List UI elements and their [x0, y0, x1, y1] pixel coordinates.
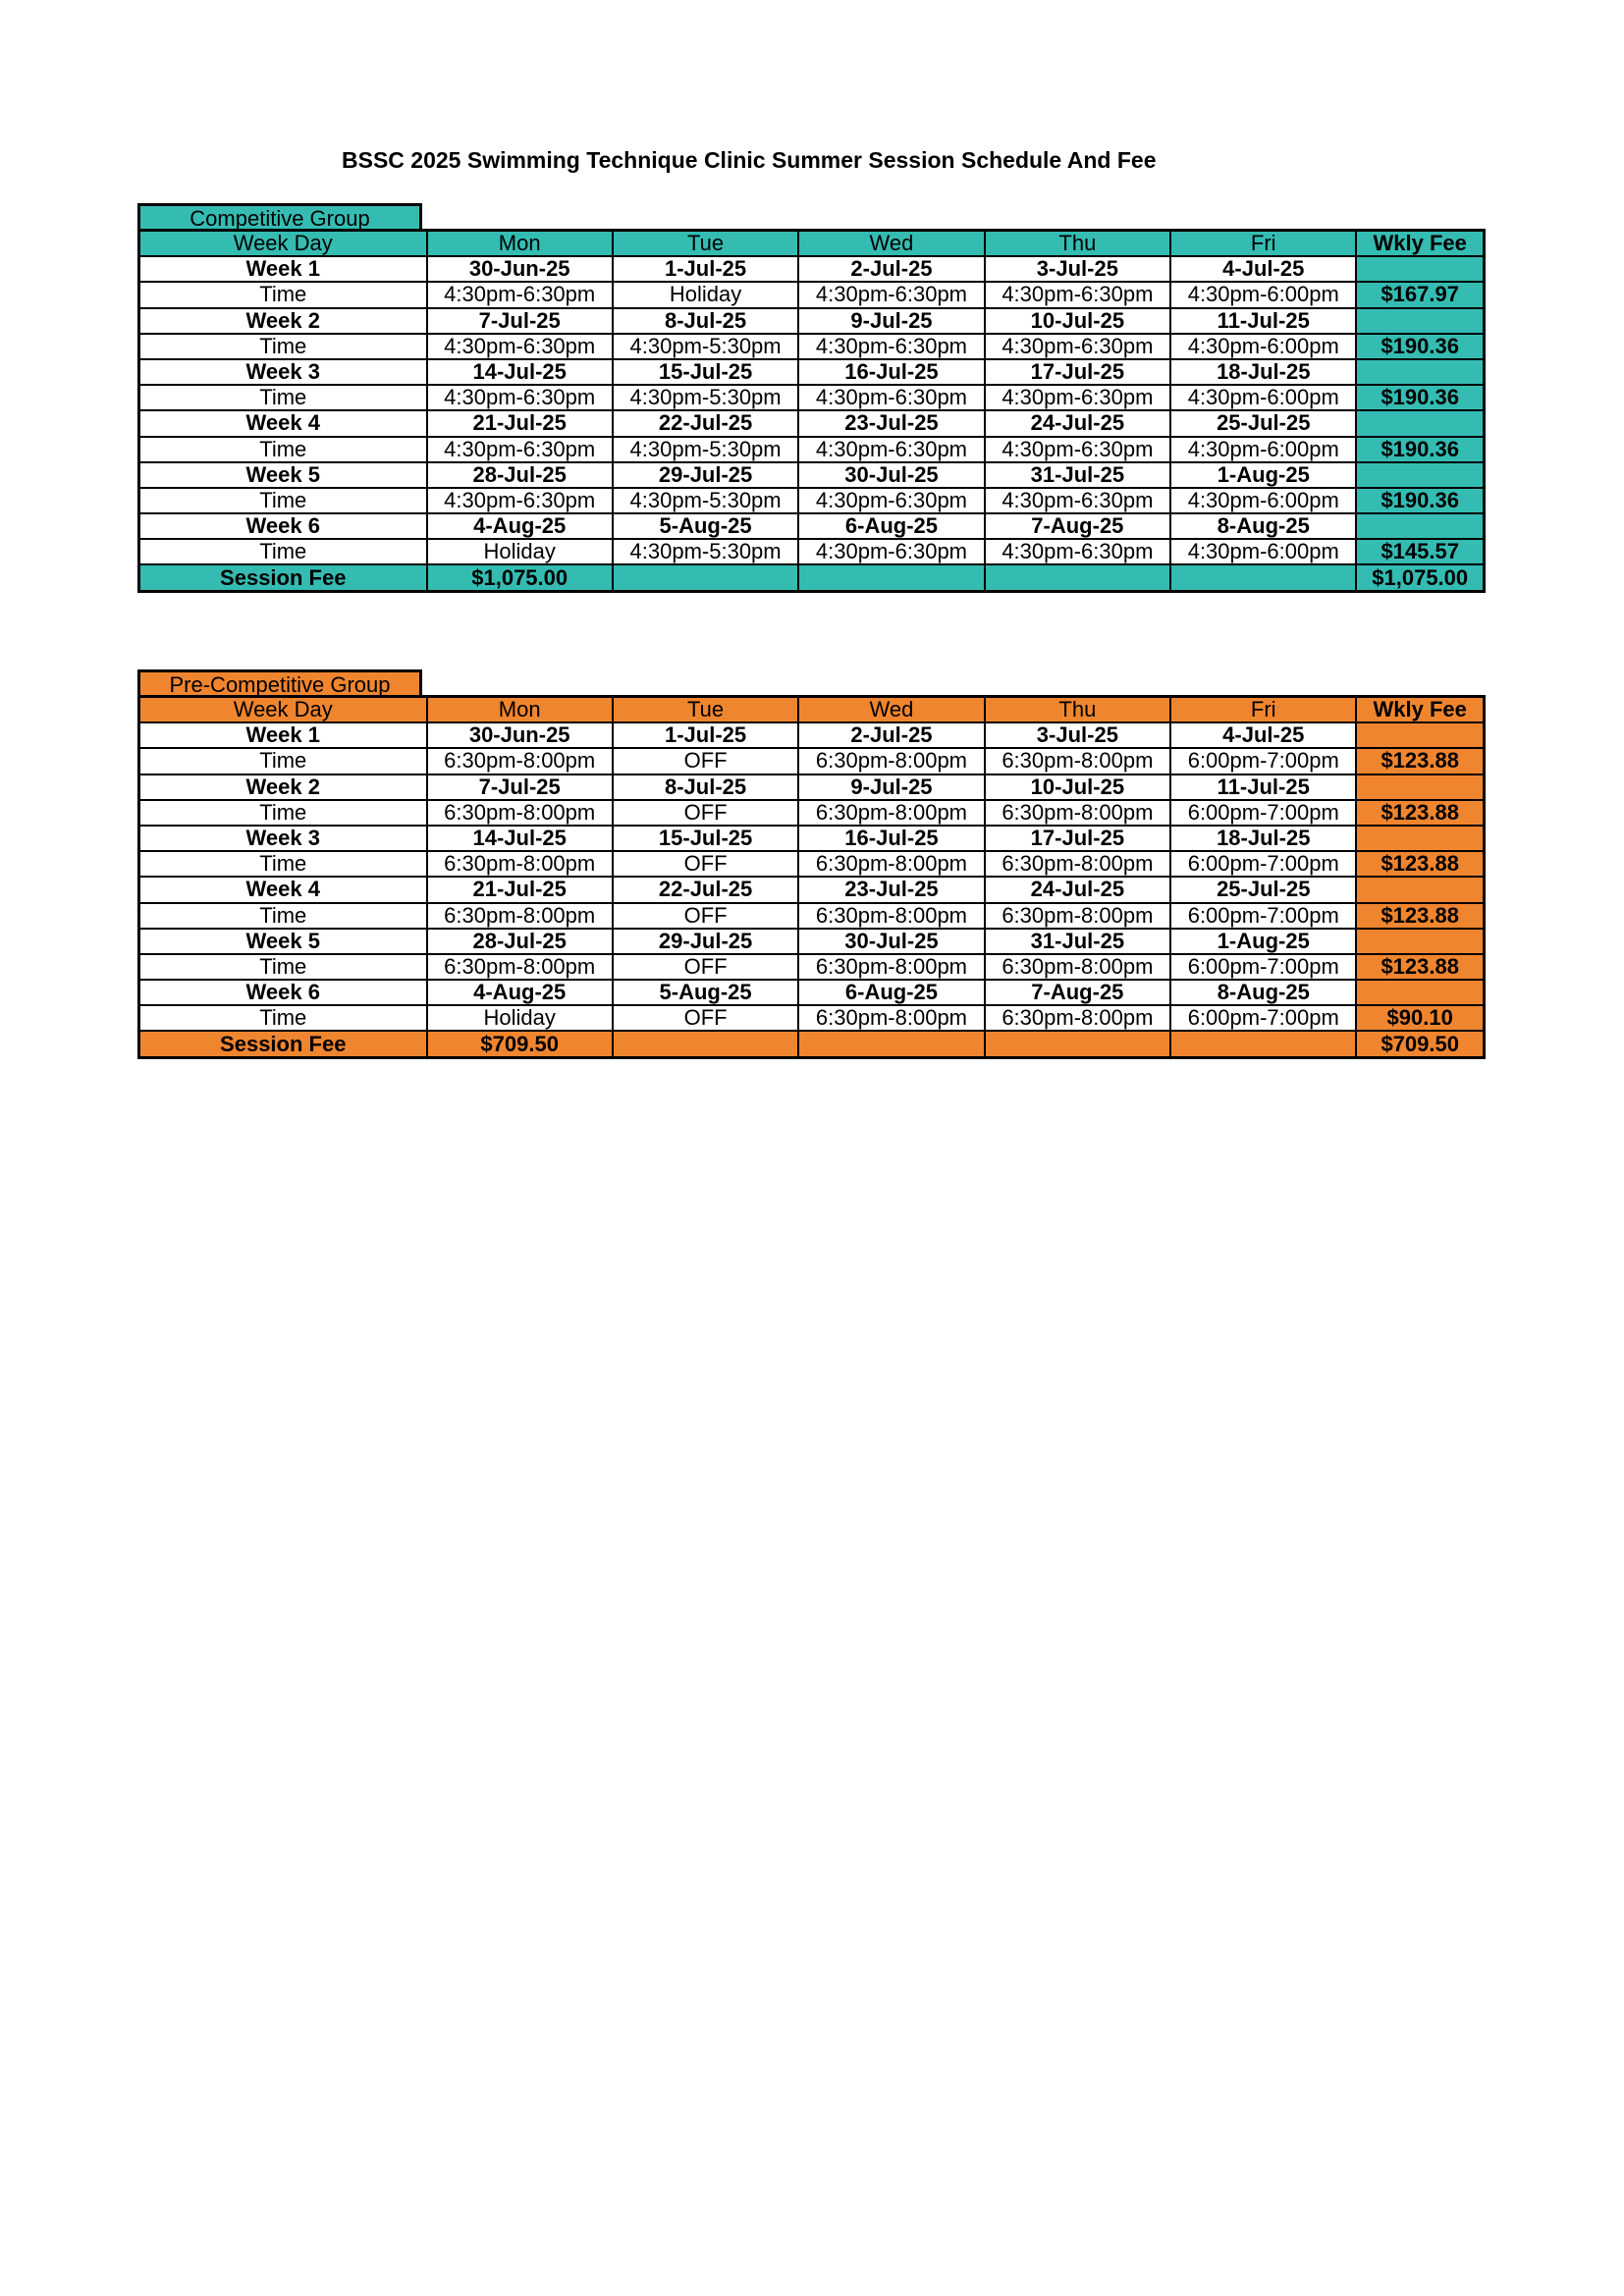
time-cell: 4:30pm-5:30pm: [613, 437, 798, 462]
week-date-row: [139, 308, 1485, 334]
time-cell: 4:30pm-6:30pm: [798, 385, 984, 410]
date-cell: 4-Aug-25: [427, 513, 613, 539]
time-cell: 6:30pm-8:00pm: [985, 851, 1170, 877]
session-fee-row: [139, 564, 1485, 591]
date-cell: 25-Jul-25: [1170, 410, 1356, 436]
week-date-row: [139, 980, 1485, 1005]
session-fee-empty: [798, 564, 984, 591]
week-day-header: Week Day: [139, 697, 427, 723]
week-time-row: [139, 748, 1485, 774]
session-fee-empty: [798, 1031, 984, 1057]
header-row: [139, 697, 1485, 723]
week-label: Week 3: [139, 359, 427, 385]
week-time-row: [139, 488, 1485, 513]
weekly-fee-cell: $123.88: [1356, 954, 1484, 980]
week-label: Week 3: [139, 826, 427, 851]
fee-spacer: [1356, 410, 1484, 436]
day-header: Mon: [427, 697, 613, 723]
weekly-fee-header: Wkly Fee: [1356, 697, 1484, 723]
date-cell: 3-Jul-25: [985, 722, 1170, 748]
week-date-row: [139, 826, 1485, 851]
time-label: Time: [139, 800, 427, 826]
weekly-fee-cell: $190.36: [1356, 385, 1484, 410]
fee-spacer: [1356, 877, 1484, 902]
fee-spacer: [1356, 980, 1484, 1005]
time-cell: 4:30pm-6:30pm: [985, 539, 1170, 564]
date-cell: 6-Aug-25: [798, 980, 984, 1005]
week-label: Week 6: [139, 980, 427, 1005]
time-cell: 4:30pm-6:30pm: [985, 282, 1170, 307]
time-label: Time: [139, 282, 427, 307]
time-cell: 6:30pm-8:00pm: [985, 954, 1170, 980]
session-fee-empty: [985, 1031, 1170, 1057]
time-label: Time: [139, 851, 427, 877]
weekly-fee-cell: $167.97: [1356, 282, 1484, 307]
week-time-row: [139, 800, 1485, 826]
time-cell: 4:30pm-5:30pm: [613, 334, 798, 359]
session-fee-empty: [1170, 564, 1356, 591]
time-cell: 6:30pm-8:00pm: [798, 748, 984, 774]
date-cell: 11-Jul-25: [1170, 308, 1356, 334]
fee-spacer: [1356, 513, 1484, 539]
time-cell: 6:00pm-7:00pm: [1170, 851, 1356, 877]
date-cell: 15-Jul-25: [613, 826, 798, 851]
time-cell: 4:30pm-6:30pm: [427, 488, 613, 513]
date-cell: 31-Jul-25: [985, 929, 1170, 954]
time-cell: 6:00pm-7:00pm: [1170, 748, 1356, 774]
date-cell: 28-Jul-25: [427, 462, 613, 488]
fee-spacer: [1356, 256, 1484, 282]
fee-spacer: [1356, 774, 1484, 800]
time-cell: OFF: [613, 954, 798, 980]
schedule-table: [137, 229, 1486, 593]
week-date-row: [139, 929, 1485, 954]
time-cell: 6:30pm-8:00pm: [985, 800, 1170, 826]
date-cell: 1-Jul-25: [613, 256, 798, 282]
competitive-group-section: [137, 203, 1483, 593]
time-cell: 6:30pm-8:00pm: [985, 748, 1170, 774]
weekly-fee-cell: $190.36: [1356, 437, 1484, 462]
group-label: Competitive Group: [137, 203, 422, 229]
session-fee-total: $709.50: [1356, 1031, 1484, 1057]
time-cell: OFF: [613, 800, 798, 826]
date-cell: 11-Jul-25: [1170, 774, 1356, 800]
week-label: Week 2: [139, 308, 427, 334]
date-cell: 16-Jul-25: [798, 826, 984, 851]
date-cell: 17-Jul-25: [985, 359, 1170, 385]
date-cell: 15-Jul-25: [613, 359, 798, 385]
date-cell: 29-Jul-25: [613, 462, 798, 488]
date-cell: 16-Jul-25: [798, 359, 984, 385]
fee-spacer: [1356, 359, 1484, 385]
time-cell: 4:30pm-6:30pm: [985, 334, 1170, 359]
time-cell: 4:30pm-6:00pm: [1170, 539, 1356, 564]
time-cell: 6:00pm-7:00pm: [1170, 800, 1356, 826]
weekly-fee-cell: $123.88: [1356, 748, 1484, 774]
date-cell: 30-Jun-25: [427, 722, 613, 748]
time-label: Time: [139, 539, 427, 564]
date-cell: 7-Jul-25: [427, 308, 613, 334]
week-label: Week 1: [139, 722, 427, 748]
time-cell: OFF: [613, 1005, 798, 1031]
week-label: Week 2: [139, 774, 427, 800]
week-label: Week 4: [139, 410, 427, 436]
time-cell: 6:30pm-8:00pm: [985, 903, 1170, 929]
date-cell: 6-Aug-25: [798, 513, 984, 539]
date-cell: 24-Jul-25: [985, 410, 1170, 436]
time-cell: 6:00pm-7:00pm: [1170, 954, 1356, 980]
day-header: Thu: [985, 697, 1170, 723]
date-cell: 1-Jul-25: [613, 722, 798, 748]
date-cell: 23-Jul-25: [798, 877, 984, 902]
header-row: [139, 231, 1485, 257]
time-cell: Holiday: [613, 282, 798, 307]
time-cell: Holiday: [427, 539, 613, 564]
session-fee-empty: [985, 564, 1170, 591]
schedule-table: [137, 695, 1486, 1059]
date-cell: 30-Jul-25: [798, 462, 984, 488]
weekly-fee-cell: $123.88: [1356, 851, 1484, 877]
week-time-row: [139, 385, 1485, 410]
day-header: Fri: [1170, 697, 1356, 723]
session-fee-value: $1,075.00: [427, 564, 613, 591]
time-cell: 6:30pm-8:00pm: [798, 851, 984, 877]
date-cell: 8-Aug-25: [1170, 980, 1356, 1005]
time-cell: 4:30pm-6:30pm: [427, 437, 613, 462]
time-label: Time: [139, 954, 427, 980]
weekly-fee-cell: $190.36: [1356, 488, 1484, 513]
date-cell: 23-Jul-25: [798, 410, 984, 436]
document-title: BSSC 2025 Swimming Technique Clinic Summer Session Schedule And Fee: [342, 147, 1157, 173]
time-cell: 6:30pm-8:00pm: [985, 1005, 1170, 1031]
time-label: Time: [139, 903, 427, 929]
week-time-row: [139, 437, 1485, 462]
week-time-row: [139, 334, 1485, 359]
date-cell: 18-Jul-25: [1170, 359, 1356, 385]
time-cell: 6:30pm-8:00pm: [427, 954, 613, 980]
date-cell: 18-Jul-25: [1170, 826, 1356, 851]
weekly-fee-cell: $123.88: [1356, 903, 1484, 929]
day-header: Wed: [798, 697, 984, 723]
session-fee-label: Session Fee: [139, 564, 427, 591]
time-cell: 4:30pm-5:30pm: [613, 488, 798, 513]
session-fee-empty: [1170, 1031, 1356, 1057]
day-header: Wed: [798, 231, 984, 257]
fee-spacer: [1356, 826, 1484, 851]
time-cell: 4:30pm-6:30pm: [798, 437, 984, 462]
time-cell: 6:30pm-8:00pm: [798, 954, 984, 980]
week-time-row: [139, 954, 1485, 980]
time-cell: 6:30pm-8:00pm: [798, 903, 984, 929]
date-cell: 8-Aug-25: [1170, 513, 1356, 539]
date-cell: 3-Jul-25: [985, 256, 1170, 282]
time-cell: 4:30pm-6:30pm: [985, 385, 1170, 410]
time-cell: OFF: [613, 748, 798, 774]
date-cell: 21-Jul-25: [427, 410, 613, 436]
time-cell: 4:30pm-5:30pm: [613, 539, 798, 564]
day-header: Tue: [613, 697, 798, 723]
week-date-row: [139, 722, 1485, 748]
time-cell: 4:30pm-6:30pm: [798, 539, 984, 564]
day-header: Tue: [613, 231, 798, 257]
day-header: Mon: [427, 231, 613, 257]
week-date-row: [139, 513, 1485, 539]
fee-spacer: [1356, 722, 1484, 748]
date-cell: 22-Jul-25: [613, 410, 798, 436]
time-cell: 4:30pm-6:00pm: [1170, 385, 1356, 410]
session-fee-label: Session Fee: [139, 1031, 427, 1057]
group-label: Pre-Competitive Group: [137, 669, 422, 695]
time-cell: OFF: [613, 851, 798, 877]
time-cell: OFF: [613, 903, 798, 929]
date-cell: 17-Jul-25: [985, 826, 1170, 851]
date-cell: 1-Aug-25: [1170, 929, 1356, 954]
date-cell: 4-Jul-25: [1170, 256, 1356, 282]
week-date-row: [139, 774, 1485, 800]
fee-spacer: [1356, 308, 1484, 334]
date-cell: 8-Jul-25: [613, 774, 798, 800]
time-cell: 6:00pm-7:00pm: [1170, 903, 1356, 929]
time-cell: 4:30pm-6:00pm: [1170, 488, 1356, 513]
time-label: Time: [139, 1005, 427, 1031]
date-cell: 31-Jul-25: [985, 462, 1170, 488]
date-cell: 28-Jul-25: [427, 929, 613, 954]
date-cell: 8-Jul-25: [613, 308, 798, 334]
time-cell: 4:30pm-6:00pm: [1170, 282, 1356, 307]
date-cell: 30-Jul-25: [798, 929, 984, 954]
time-label: Time: [139, 334, 427, 359]
time-cell: 4:30pm-6:30pm: [798, 334, 984, 359]
time-cell: 6:30pm-8:00pm: [427, 800, 613, 826]
date-cell: 4-Jul-25: [1170, 722, 1356, 748]
time-label: Time: [139, 488, 427, 513]
pre-competitive-group-section: [137, 669, 1483, 1059]
date-cell: 24-Jul-25: [985, 877, 1170, 902]
time-cell: 6:30pm-8:00pm: [427, 748, 613, 774]
week-date-row: [139, 359, 1485, 385]
time-cell: 6:30pm-8:00pm: [427, 851, 613, 877]
date-cell: 30-Jun-25: [427, 256, 613, 282]
time-cell: Holiday: [427, 1005, 613, 1031]
session-fee-empty: [613, 1031, 798, 1057]
week-label: Week 5: [139, 462, 427, 488]
time-cell: 4:30pm-6:30pm: [798, 282, 984, 307]
week-date-row: [139, 877, 1485, 902]
week-time-row: [139, 851, 1485, 877]
date-cell: 10-Jul-25: [985, 774, 1170, 800]
time-cell: 4:30pm-6:00pm: [1170, 437, 1356, 462]
date-cell: 7-Aug-25: [985, 513, 1170, 539]
date-cell: 10-Jul-25: [985, 308, 1170, 334]
weekly-fee-cell: $145.57: [1356, 539, 1484, 564]
session-fee-row: [139, 1031, 1485, 1057]
session-fee-empty: [613, 564, 798, 591]
time-label: Time: [139, 748, 427, 774]
date-cell: 5-Aug-25: [613, 980, 798, 1005]
week-time-row: [139, 539, 1485, 564]
time-cell: 6:30pm-8:00pm: [798, 800, 984, 826]
date-cell: 2-Jul-25: [798, 722, 984, 748]
time-cell: 4:30pm-6:30pm: [985, 437, 1170, 462]
date-cell: 4-Aug-25: [427, 980, 613, 1005]
time-cell: 4:30pm-6:30pm: [427, 334, 613, 359]
weekly-fee-cell: $90.10: [1356, 1005, 1484, 1031]
time-cell: 6:30pm-8:00pm: [798, 1005, 984, 1031]
session-fee-value: $709.50: [427, 1031, 613, 1057]
time-cell: 4:30pm-6:30pm: [985, 488, 1170, 513]
weekly-fee-cell: $190.36: [1356, 334, 1484, 359]
fee-spacer: [1356, 462, 1484, 488]
week-date-row: [139, 462, 1485, 488]
time-cell: 4:30pm-6:30pm: [798, 488, 984, 513]
date-cell: 25-Jul-25: [1170, 877, 1356, 902]
week-label: Week 6: [139, 513, 427, 539]
week-time-row: [139, 903, 1485, 929]
time-label: Time: [139, 437, 427, 462]
date-cell: 9-Jul-25: [798, 774, 984, 800]
week-date-row: [139, 410, 1485, 436]
date-cell: 14-Jul-25: [427, 826, 613, 851]
date-cell: 9-Jul-25: [798, 308, 984, 334]
week-label: Week 5: [139, 929, 427, 954]
week-time-row: [139, 282, 1485, 307]
weekly-fee-header: Wkly Fee: [1356, 231, 1484, 257]
weekly-fee-cell: $123.88: [1356, 800, 1484, 826]
week-day-header: Week Day: [139, 231, 427, 257]
week-date-row: [139, 256, 1485, 282]
date-cell: 1-Aug-25: [1170, 462, 1356, 488]
week-label: Week 1: [139, 256, 427, 282]
time-cell: 4:30pm-6:00pm: [1170, 334, 1356, 359]
day-header: Thu: [985, 231, 1170, 257]
date-cell: 21-Jul-25: [427, 877, 613, 902]
time-cell: 4:30pm-6:30pm: [427, 385, 613, 410]
day-header: Fri: [1170, 231, 1356, 257]
date-cell: 29-Jul-25: [613, 929, 798, 954]
date-cell: 2-Jul-25: [798, 256, 984, 282]
date-cell: 22-Jul-25: [613, 877, 798, 902]
time-cell: 6:00pm-7:00pm: [1170, 1005, 1356, 1031]
time-cell: 6:30pm-8:00pm: [427, 903, 613, 929]
date-cell: 14-Jul-25: [427, 359, 613, 385]
date-cell: 7-Aug-25: [985, 980, 1170, 1005]
session-fee-total: $1,075.00: [1356, 564, 1484, 591]
week-time-row: [139, 1005, 1485, 1031]
time-cell: 4:30pm-6:30pm: [427, 282, 613, 307]
date-cell: 5-Aug-25: [613, 513, 798, 539]
time-label: Time: [139, 385, 427, 410]
week-label: Week 4: [139, 877, 427, 902]
fee-spacer: [1356, 929, 1484, 954]
time-cell: 4:30pm-5:30pm: [613, 385, 798, 410]
date-cell: 7-Jul-25: [427, 774, 613, 800]
